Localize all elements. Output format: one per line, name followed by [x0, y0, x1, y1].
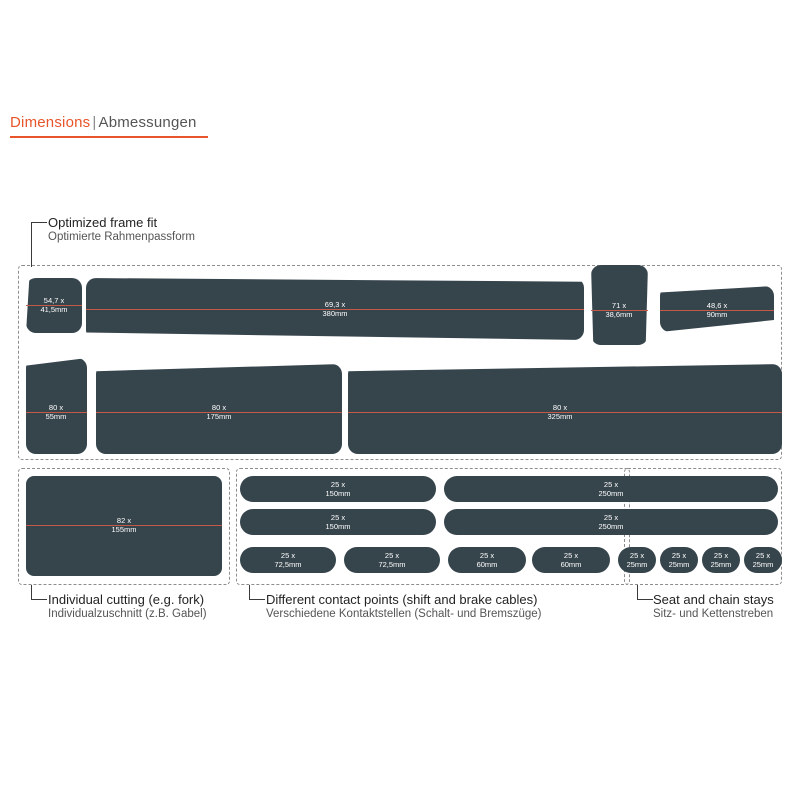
dimension-label-sm-1-line1: 25 x: [280, 551, 296, 560]
dimension-label-top-2-line2: 380mm: [322, 309, 348, 318]
decal-sm-8: [744, 547, 782, 573]
dimension-label-cab-2-line1: 25 x: [603, 480, 619, 489]
dimension-label-top-1-line2: 41,5mm: [40, 305, 68, 314]
dimension-label-mid-3-line2: 325mm: [547, 412, 573, 421]
dimension-label-sm-5-line1: 25 x: [629, 551, 645, 560]
decal-cab-2: [444, 476, 778, 502]
dimension-label-sm-5-line2: 25mm: [626, 560, 648, 569]
dimension-line-top-4: [660, 310, 774, 311]
callout-contact-points-de: Verschiedene Kontaktstellen (Schalt- und Bremszüge): [266, 608, 542, 620]
dimension-label-top-1-line1: 54,7 x: [43, 296, 65, 305]
dimension-label-sm-7-line2: 25mm: [710, 560, 732, 569]
decal-mid-1: [26, 358, 87, 454]
dimension-line-mid-3: [348, 412, 782, 413]
decal-mid-3: [348, 364, 782, 454]
callout-optimized-frame-fit-en: Optimized frame fit: [48, 215, 158, 230]
dimension-label-top-4-line1: 48,6 x: [706, 301, 728, 310]
callout-seat-chain-stays-de: Sitz- und Kettenstreben: [653, 608, 774, 620]
callout-contact-points: [266, 592, 542, 622]
dimension-line-top-3: [591, 310, 648, 311]
decal-cab-4: [444, 509, 778, 535]
dimension-label-top-2-line1: 69,3 x: [324, 300, 346, 309]
dimension-label-cab-1-line1: 25 x: [330, 480, 346, 489]
decal-cab-3: [240, 509, 436, 535]
dimension-label-cab-2-line2: 250mm: [598, 489, 624, 498]
callout-seat-chain-stays-en: Seat and chain stays: [653, 592, 774, 607]
decal-sm-2: [344, 547, 440, 573]
decal-cab-1: [240, 476, 436, 502]
page-title-underline: [10, 136, 208, 138]
decal-sm-3: [448, 547, 526, 573]
decal-sm-1: [240, 547, 336, 573]
decal-sm-4: [532, 547, 610, 573]
dimension-label-sm-4-line2: 60mm: [560, 560, 582, 569]
dimension-label-sm-3-line1: 25 x: [479, 551, 495, 560]
dimension-label-sm-6-line1: 25 x: [671, 551, 687, 560]
callout-optimized-frame-fit-de: Optimierte Rahmenpassform: [48, 231, 195, 243]
dimension-line-fork-1: [26, 525, 222, 526]
dimension-label-top-3-line1: 71 x: [611, 301, 627, 310]
dimension-label-sm-3-line2: 60mm: [476, 560, 498, 569]
dimension-label-sm-1-line2: 72,5mm: [274, 560, 302, 569]
dimension-line-top-1: [26, 305, 82, 306]
dimension-label-fork-1-line2: 155mm: [111, 525, 137, 534]
decal-top-3: [591, 265, 648, 345]
leader-line-seat-chain-stays: [637, 585, 653, 600]
dimension-label-mid-1-line1: 80 x: [48, 403, 64, 412]
dimension-line-mid-2: [96, 412, 342, 413]
page-title-de: Abmessungen: [98, 114, 197, 131]
leader-line-individual-cutting: [31, 585, 47, 600]
dimension-label-top-3-line2: 38,6mm: [605, 310, 633, 319]
decal-sm-5: [618, 547, 656, 573]
decal-mid-2: [96, 364, 342, 454]
callout-seat-chain-stays: [653, 592, 774, 622]
dimension-label-sm-2-line1: 25 x: [384, 551, 400, 560]
dimension-label-mid-2-line2: 175mm: [206, 412, 232, 421]
leader-line-contact-points: [249, 585, 265, 600]
page-title-separator: |: [92, 114, 97, 131]
decal-sm-7: [702, 547, 740, 573]
dimension-label-mid-3-line1: 80 x: [552, 403, 568, 412]
dimension-label-sm-6-line2: 25mm: [668, 560, 690, 569]
dimension-label-cab-4-line1: 25 x: [603, 513, 619, 522]
dimension-label-cab-3-line1: 25 x: [330, 513, 346, 522]
callout-contact-points-en: Different contact points (shift and brake cables): [266, 592, 538, 607]
dimension-label-sm-7-line1: 25 x: [713, 551, 729, 560]
callout-optimized-frame-fit: [48, 215, 195, 245]
dimension-label-sm-8-line2: 25mm: [752, 560, 774, 569]
dimension-line-mid-1: [26, 412, 87, 413]
dimension-label-sm-4-line1: 25 x: [563, 551, 579, 560]
dimension-label-fork-1-line1: 82 x: [116, 516, 132, 525]
callout-individual-cutting-de: Individualzuschnitt (z.B. Gabel): [48, 608, 207, 620]
dimension-label-cab-4-line2: 250mm: [598, 522, 624, 531]
dimension-line-top-2: [86, 309, 584, 310]
decal-fork-1: [26, 476, 222, 576]
decal-sm-6: [660, 547, 698, 573]
dimension-label-mid-1-line2: 55mm: [45, 412, 67, 421]
dimension-label-cab-3-line2: 150mm: [325, 522, 351, 531]
page-title: [10, 114, 197, 131]
dimension-label-sm-8-line1: 25 x: [755, 551, 771, 560]
dimension-label-cab-1-line2: 150mm: [325, 489, 351, 498]
dimension-label-sm-2-line2: 72,5mm: [378, 560, 406, 569]
leader-line-optimized-frame-fit: [31, 222, 47, 267]
dimension-label-top-4-line2: 90mm: [706, 310, 728, 319]
page-title-en: Dimensions: [10, 114, 91, 131]
callout-individual-cutting: [48, 592, 207, 622]
dimension-label-mid-2-line1: 80 x: [211, 403, 227, 412]
callout-individual-cutting-en: Individual cutting (e.g. fork): [48, 592, 205, 607]
